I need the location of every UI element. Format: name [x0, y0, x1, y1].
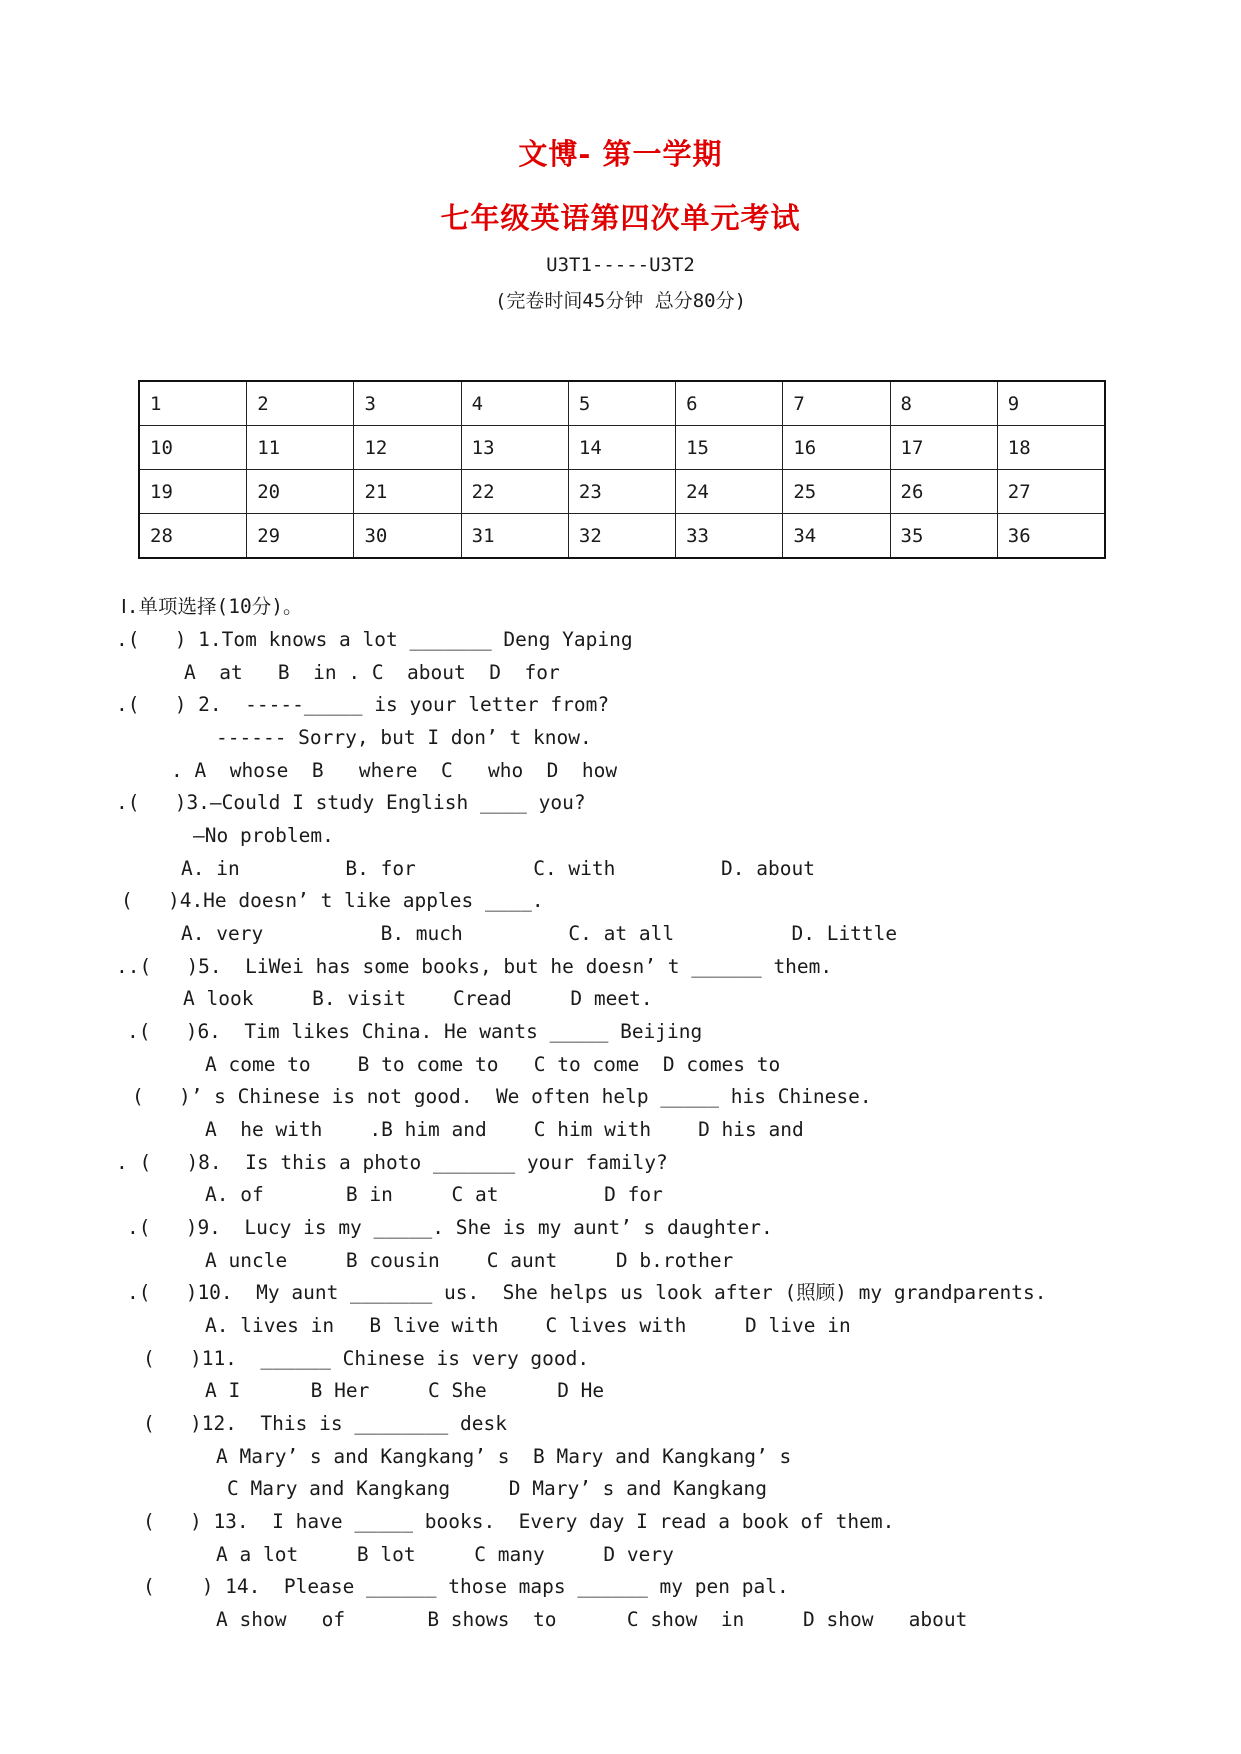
answer-cell: 8 — [890, 381, 997, 426]
answer-grid-row — [139, 381, 1105, 426]
question-11-options: A I B Her C She D He — [205, 1379, 605, 1402]
answer-cell: 23 — [568, 470, 675, 514]
question-3-options: A. in B. for C. with D. about — [181, 857, 815, 880]
answer-cell: 10 — [139, 426, 247, 470]
question-9-options: A uncle B cousin C aunt D b.rother — [205, 1249, 734, 1272]
answer-cell: 9 — [997, 381, 1105, 426]
answer-cell: 29 — [247, 514, 354, 559]
question-10: .( )10. My aunt _______ us. She helps us look after (照顾) my grandparents. — [127, 1281, 1047, 1304]
answer-cell: 13 — [461, 426, 568, 470]
question-6-options: A come to B to come to C to come D comes to — [205, 1053, 781, 1076]
question-11: ( )11. ______ Chinese is very good. — [143, 1347, 590, 1370]
answer-cell: 32 — [568, 514, 675, 559]
exam-title-main: 七年级英语第四次单元考试 — [440, 201, 801, 235]
question-4-options: A. very B. much C. at all D. Little — [181, 922, 898, 945]
answer-cell: 5 — [568, 381, 675, 426]
answer-grid-row — [139, 426, 1105, 470]
question-2: .( ) 2. -----_____ is your letter from? — [116, 693, 610, 716]
answer-cell: 12 — [354, 426, 461, 470]
answer-cell: 25 — [783, 470, 890, 514]
answer-cell: 34 — [783, 514, 890, 559]
exam-title-term: 文博- 第一学期 — [518, 137, 723, 171]
answer-cell: 30 — [354, 514, 461, 559]
answer-grid-row — [139, 514, 1105, 559]
answer-cell: 4 — [461, 381, 568, 426]
answer-cell: 20 — [247, 470, 354, 514]
question-12-options-ab: A Mary’ s and Kangkang’ s B Mary and Kangkang’ s — [216, 1445, 792, 1468]
answer-cell: 11 — [247, 426, 354, 470]
question-8: . ( )8. Is this a photo _______ your family? — [116, 1151, 668, 1174]
answer-cell: 14 — [568, 426, 675, 470]
answer-cell: 6 — [676, 381, 783, 426]
answer-cell: 35 — [890, 514, 997, 559]
answer-cell: 2 — [247, 381, 354, 426]
question-13: ( ) 13. I have _____ books. Every day I read a book of them. — [143, 1510, 895, 1533]
answer-cell: 24 — [676, 470, 783, 514]
question-7-options: A he with .B him and C him with D his and — [205, 1118, 804, 1141]
question-14: ( ) 14. Please ______ those maps ______ my pen pal. — [143, 1575, 789, 1598]
question-1: .( ) 1.Tom knows a lot _______ Deng Yaping — [116, 628, 633, 651]
question-13-options: A a lot B lot C many D very — [216, 1543, 674, 1566]
answer-cell: 33 — [676, 514, 783, 559]
question-8-options: A. of B in C at D for — [205, 1183, 663, 1206]
answer-cell: 28 — [139, 514, 247, 559]
answer-cell: 26 — [890, 470, 997, 514]
question-7: ( )’ s Chinese is not good. We often help _____ his Chinese. — [132, 1085, 872, 1108]
question-5: ..( )5. LiWei has some books, but he doesn’ t ______ them. — [116, 955, 833, 978]
section-heading: Ⅰ.单项选择(10分)。 — [121, 595, 303, 618]
answer-cell: 3 — [354, 381, 461, 426]
question-2-dialogue: ------ Sorry, but I don’ t know. — [216, 726, 592, 749]
answer-cell: 31 — [461, 514, 568, 559]
answer-cell: 18 — [997, 426, 1105, 470]
answer-cell: 15 — [676, 426, 783, 470]
answer-cell: 22 — [461, 470, 568, 514]
answer-cell: 17 — [890, 426, 997, 470]
question-12-options-cd: C Mary and Kangkang D Mary’ s and Kangkang — [227, 1477, 768, 1500]
question-9: .( )9. Lucy is my _____. She is my aunt’ s daughter. — [127, 1216, 773, 1239]
question-14-options: A show of B shows to C show in D show about — [216, 1608, 968, 1631]
answer-cell: 1 — [139, 381, 247, 426]
question-6: .( )6. Tim likes China. He wants _____ Beijing — [127, 1020, 703, 1043]
exam-info: (完卷时间45分钟 总分80分) — [494, 290, 747, 312]
unit-range: U3T1-----U3T2 — [546, 254, 695, 276]
question-2-options: . A whose B where C who D how — [171, 759, 618, 782]
answer-grid — [138, 380, 1106, 559]
question-10-options: A. lives in B live with C lives with D live in — [205, 1314, 851, 1337]
answer-cell: 36 — [997, 514, 1105, 559]
question-3: .( )3.—Could I study English ____ you? — [116, 791, 586, 814]
answer-cell: 27 — [997, 470, 1105, 514]
answer-cell: 19 — [139, 470, 247, 514]
answer-cell: 16 — [783, 426, 890, 470]
answer-grid-row — [139, 470, 1105, 514]
question-4: ( )4.He doesn’ t like apples ____. — [121, 889, 544, 912]
question-1-options: A at B in . C about D for — [184, 661, 560, 684]
question-12: ( )12. This is ________ desk — [143, 1412, 507, 1435]
answer-cell: 7 — [783, 381, 890, 426]
answer-cell: 21 — [354, 470, 461, 514]
question-5-options: A look B. visit Cread D meet. — [183, 987, 653, 1010]
question-3-dialogue: —No problem. — [193, 824, 334, 847]
